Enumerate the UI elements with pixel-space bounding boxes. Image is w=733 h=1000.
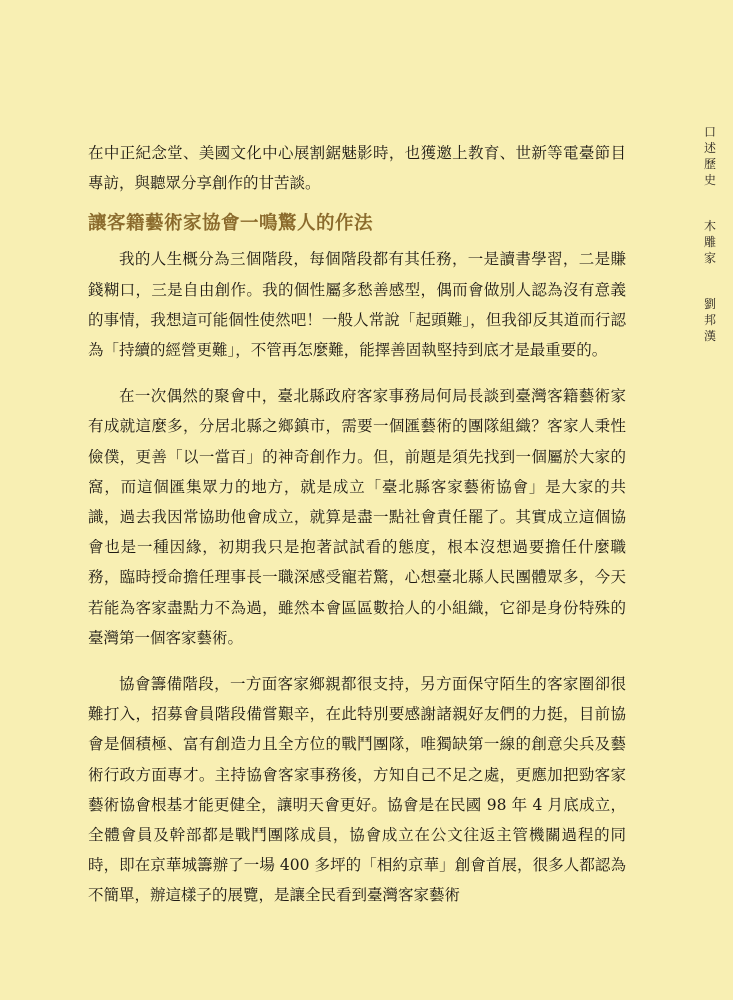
header-name: 劉邦漢	[703, 297, 716, 343]
running-header	[701, 124, 719, 344]
body-paragraph-2: 在一次偶然的聚會中，臺北縣政府客家事務局何局長談到臺灣客籍藝術家有成就這麼多，分居北縣之鄉鎮市，需要一個匯藝術的團隊組織？客家人秉性儉僕，更善「以一當百」的神奇創作力。但，前題是須先找到一個屬於大家的窩，而這個匯集眾力的地方，就是成立「臺北縣客家藝術協會」是大家的共識，過去我因常協助他會成立，就算是盡一點社會責任罷了。其實成立這個協會也是一種因緣，初期我只是抱著試試看的態度，根本沒想過要擔任什麼職務，臨時授命擔任理事長一職深感受寵若驚，心想臺北縣人民團體眾多，今天若能為客家盡點力不為過，雖然本會區區數拾人的小組織，它卻是身份特殊的臺灣第一個客家藝術。	[88, 387, 626, 647]
body-paragraph-1: 我的人生概分為三個階段，每個階段都有其任務，一是讀書學習，二是賺錢糊口，三是自由創作。我的個性屬多愁善感型，偶而會做別人認為沒有意義的事情，我想這可能個性使然吧！一般人常說「起頭難」，但我卻反其道而行認為「持續的經營更難」，不管再怎麼難，能擇善固執堅持到底才是最重要的。	[88, 250, 626, 360]
header-subject: 木雕家	[703, 219, 716, 265]
page-content	[88, 138, 626, 911]
body-paragraph-3: 協會籌備階段，一方面客家鄉親都很支持，另方面保守陌生的客家圈卻很難打入，招募會員階段備嘗艱辛，在此特別要感謝諸親好友們的力挺，目前協會是個積極、富有創造力且全方位的戰鬥團隊，唯獨缺第一線的創意尖兵及藝術行政方面專才。主持協會客家事務後，方知自己不足之處，更應加把勁客家藝術協會根基才能更健全，讓明天會更好。協會是在民國 98 年 4 月底成立，全體會員及幹部都是戰鬥團隊成員，協會成立在公文往返主管機關過程的同時，即在京華城籌辦了一場 400 多坪的「相約京華」創會首展，很多人都認為不簡單，辦這樣子的展覽，是讓全民看到臺灣客家藝術	[88, 675, 626, 905]
header-series: 口述歷史	[703, 125, 716, 187]
section-title: 讓客籍藝術家協會一鳴驚人的作法	[88, 213, 374, 235]
intro-paragraph: 在中正紀念堂、美國文化中心展割鋸魅影時，也獲邀上教育、世新等電臺節目專訪，與聽眾分享創作的甘苦談。	[88, 144, 626, 193]
